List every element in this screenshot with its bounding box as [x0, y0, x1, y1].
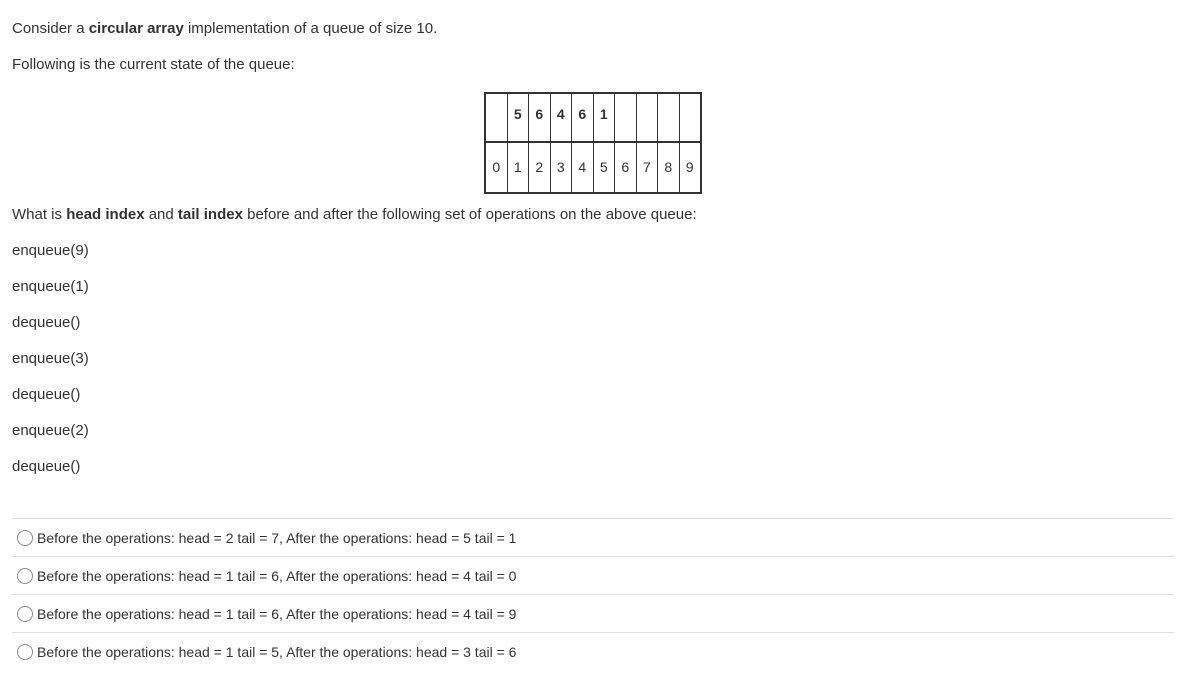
queue-value-cell [486, 94, 507, 141]
operation-item: enqueue(1) [12, 278, 89, 295]
operation-item: dequeue() [12, 458, 81, 475]
queue-value-cell: 6 [571, 94, 593, 141]
queue-index-cell: 2 [528, 143, 550, 192]
question-b1: head index [66, 206, 145, 223]
operation-item: enqueue(3) [12, 350, 89, 367]
queue-index-cell: 1 [507, 143, 529, 192]
queue-value-cell [657, 94, 679, 141]
queue-index-cell: 8 [657, 143, 679, 192]
answer-option-label: Before the operations: head = 1 tail = 6, After the operations: head = 4 tail = 9 [37, 605, 517, 622]
queue-index-cell: 5 [593, 143, 615, 192]
queue-value-cell [679, 94, 701, 141]
queue-values-row [486, 94, 700, 143]
question-p3: before and after the following set of operations on the above queue: [242, 206, 697, 223]
radio-button[interactable] [17, 568, 33, 584]
question-p2: and [144, 206, 178, 223]
queue-value-cell: 1 [593, 94, 615, 141]
answer-option-1[interactable] [12, 518, 1174, 556]
radio-button[interactable] [17, 606, 33, 622]
question-p1: What is [12, 206, 67, 223]
queue-value-cell: 5 [507, 94, 529, 141]
queue-index-cell: 7 [636, 143, 658, 192]
operation-item: dequeue() [12, 314, 81, 331]
queue-value-cell [614, 94, 636, 141]
state-text: Following is the current state of the queue: [12, 56, 295, 73]
answer-option-4[interactable] [12, 632, 1174, 670]
answer-option-label: Before the operations: head = 2 tail = 7, After the operations: head = 5 tail = 1 [37, 529, 517, 546]
queue-index-cell: 3 [550, 143, 572, 192]
queue-diagram [484, 92, 702, 194]
queue-indices-row [486, 143, 700, 192]
answer-option-3[interactable] [12, 594, 1174, 632]
operation-item: enqueue(9) [12, 242, 89, 259]
question-text [12, 206, 697, 224]
queue-value-cell: 4 [550, 94, 572, 141]
intro-text [12, 20, 437, 38]
answer-option-label: Before the operations: head = 1 tail = 6, After the operations: head = 4 tail = 0 [37, 567, 517, 584]
operation-item: enqueue(2) [12, 422, 89, 439]
intro-prefix: Consider a [12, 20, 89, 37]
operation-item: dequeue() [12, 386, 81, 403]
answer-options [12, 518, 1174, 670]
queue-index-cell: 9 [679, 143, 701, 192]
intro-suffix: implementation of a queue of size 10. [183, 20, 438, 37]
queue-index-cell: 0 [492, 159, 501, 175]
queue-value-cell [636, 94, 658, 141]
intro-bold: circular array [88, 20, 184, 37]
answer-option-2[interactable] [12, 556, 1174, 594]
radio-button[interactable] [17, 530, 33, 546]
queue-value-cell: 6 [528, 94, 550, 141]
answer-option-label: Before the operations: head = 1 tail = 5, After the operations: head = 3 tail = 6 [37, 643, 517, 660]
queue-index-cell: 4 [571, 143, 593, 192]
question-b2: tail index [177, 206, 243, 223]
queue-index-cell: 6 [614, 143, 636, 192]
radio-button[interactable] [17, 644, 33, 660]
